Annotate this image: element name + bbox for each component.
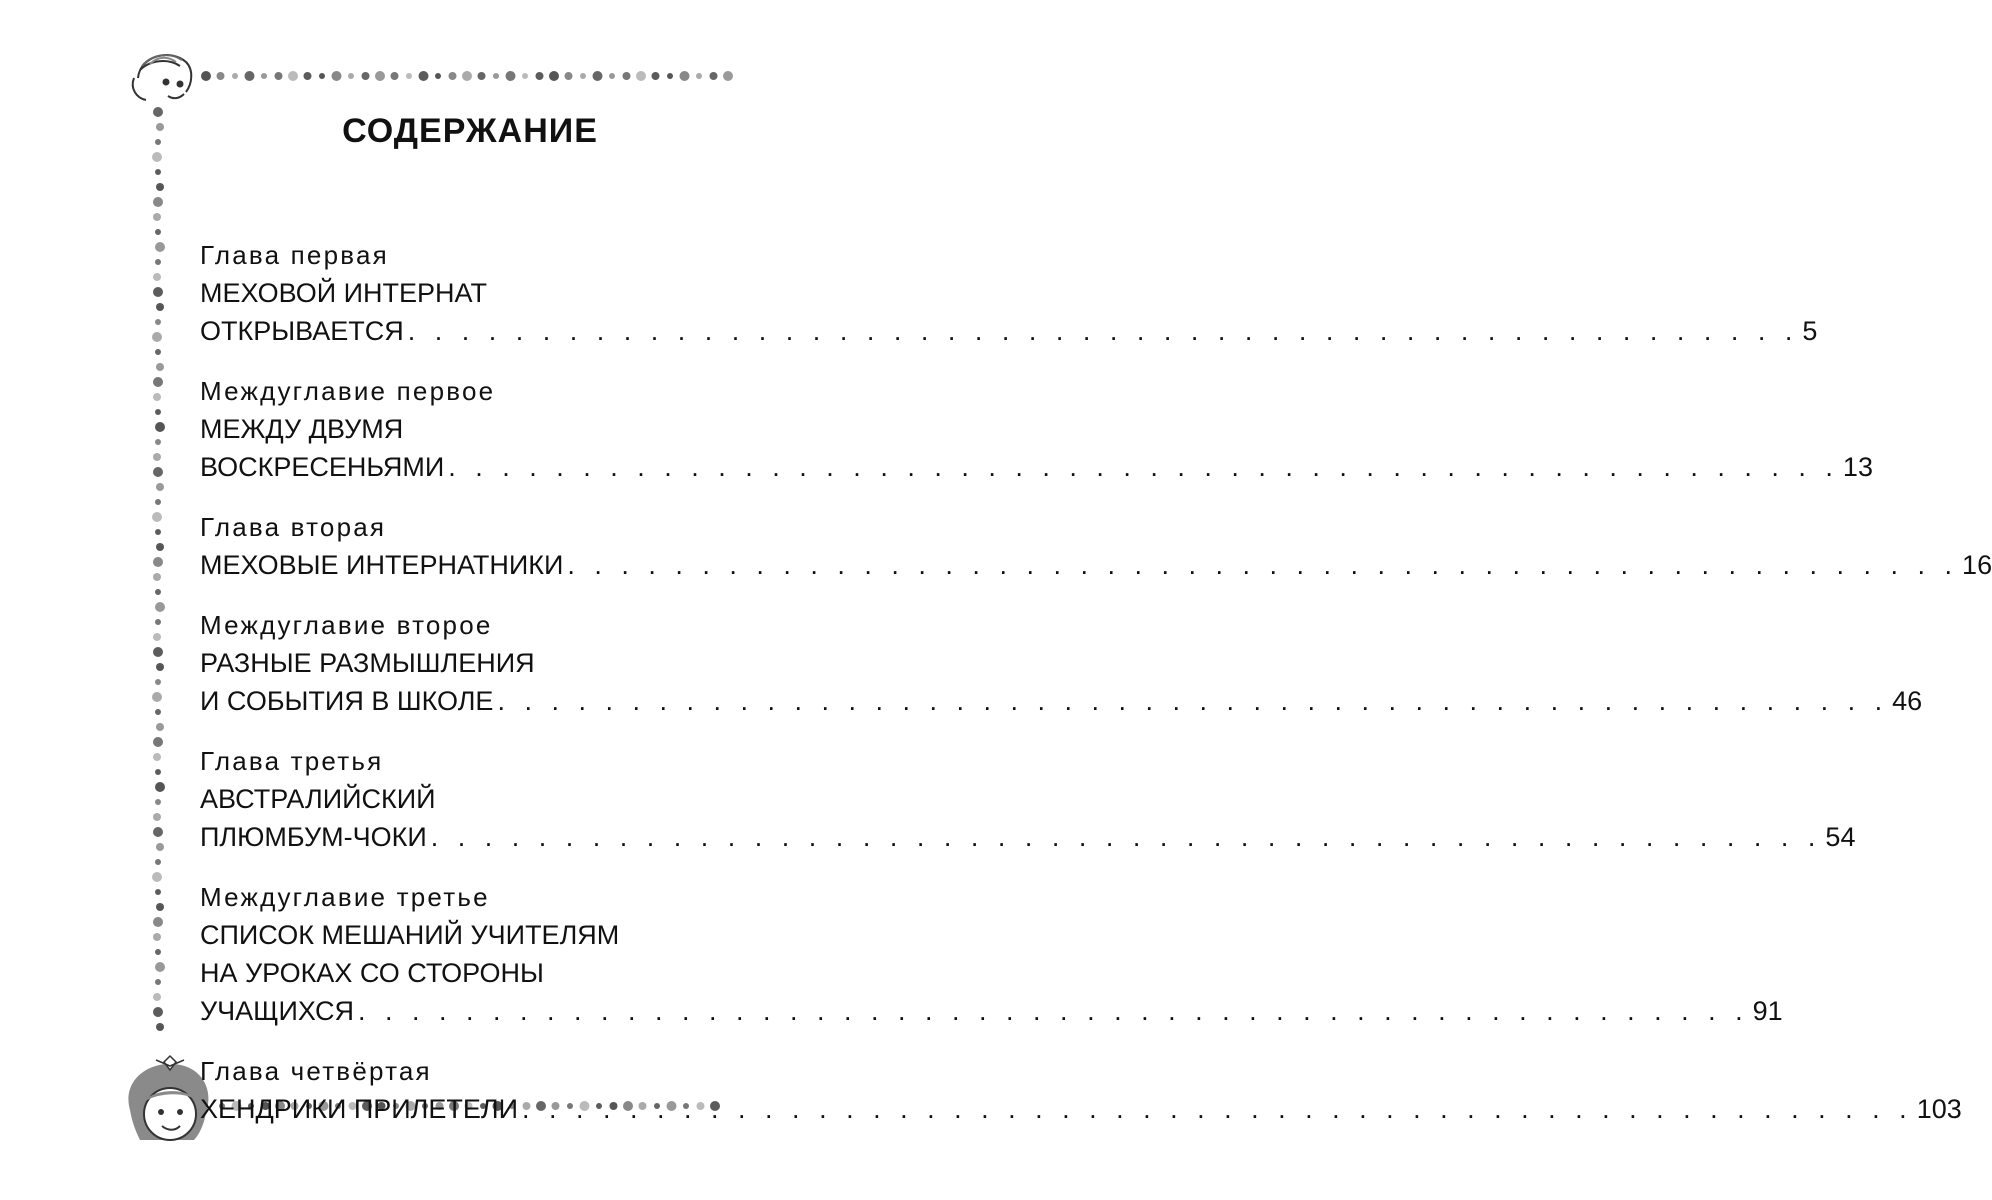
border-dot [156, 663, 164, 671]
border-dot [155, 799, 161, 805]
border-dot [153, 557, 163, 567]
border-dot [435, 73, 441, 79]
border-dot [153, 453, 161, 461]
border-dot [156, 843, 164, 851]
girl-face-bottom-icon [128, 1056, 208, 1140]
chapter-title-line: НА УРОКАХ СО СТОРОНЫ [200, 958, 544, 988]
chapter-kicker: Глава четвёртая [200, 1056, 432, 1086]
border-dot [549, 71, 559, 81]
table-of-contents [200, 236, 1992, 1150]
border-dot [155, 499, 161, 505]
border-dot [478, 72, 486, 80]
border-dot [155, 679, 161, 685]
leader-dots: . . . . . . . . . . . . . . . . . . . . . . . . . . . . . . . . . . . . . . . . . . . . . . . . . . . . [357, 996, 1749, 1026]
border-dot [232, 73, 238, 79]
chapter-kicker: Глава вторая [200, 512, 387, 542]
border-dot [155, 962, 165, 972]
border-dot [156, 183, 164, 191]
border-dot [153, 287, 163, 297]
chapter-title-line: МЕХОВЫЕ ИНТЕРНАТНИКИ [200, 550, 564, 580]
chapter-kicker: Междуглавие третье [200, 882, 490, 912]
border-dot [462, 71, 472, 81]
border-dot [153, 377, 163, 387]
border-dot [152, 692, 162, 702]
border-dot [155, 979, 161, 985]
leader-dots: . . . . . . . . . . . . . . . . . . . . . . . . . . . . . . . . . . . . . . . . . . . . . . . . . . . . [407, 316, 1799, 346]
border-dot [362, 72, 370, 80]
border-dot [696, 73, 702, 79]
toc-entry [200, 236, 1818, 350]
border-dot [153, 933, 161, 941]
border-dot [156, 303, 164, 311]
chapter-title-line: ВОСКРЕСЕНЬЯМИ [200, 452, 445, 482]
chapter-title-with-page [200, 448, 1873, 486]
chapter-kicker: Междуглавие первое [200, 376, 496, 406]
border-dot [375, 71, 385, 81]
chapter-title-line: ХЕНДРИКИ ПРИЛЕТЕЛИ [200, 1094, 519, 1124]
chapter-title-with-page [200, 682, 1923, 720]
border-dot [155, 949, 161, 955]
border-dot [155, 139, 161, 145]
page-number: 91 [1752, 996, 1783, 1026]
chapter-title-line: РАЗНЫЕ РАЗМЫШЛЕНИЯ [200, 648, 535, 678]
border-dot [155, 422, 165, 432]
border-dot [623, 72, 631, 80]
page-title: СОДЕРЖАНИЕ [342, 112, 598, 150]
border-dot [636, 71, 646, 81]
border-dot [332, 71, 342, 81]
border-dot [156, 903, 164, 911]
border-dot [153, 197, 163, 207]
border-dot [652, 72, 660, 80]
girl-face-top-icon [133, 55, 192, 100]
border-dot [261, 73, 267, 79]
border-dot [153, 633, 161, 641]
border-dot [155, 349, 161, 355]
border-dot [580, 73, 586, 79]
border-dot [155, 409, 161, 415]
border-dot [155, 229, 161, 235]
border-dot [723, 71, 733, 81]
toc-entry [200, 1052, 1962, 1128]
border-dot [275, 72, 283, 80]
border-dot [153, 393, 161, 401]
border-dot [155, 319, 161, 325]
border-dot [153, 753, 161, 761]
border-dot [152, 512, 162, 522]
border-dot [153, 573, 161, 581]
border-dot [536, 72, 544, 80]
chapter-title-with-page [200, 992, 1783, 1030]
chapter-title-with-page [200, 818, 1856, 856]
border-dot [155, 242, 165, 252]
border-dot [153, 107, 163, 117]
chapter-title-line: АВСТРАЛИЙСКИЙ [200, 784, 436, 814]
leader-dots: . . . . . . . . . . . . . . . . . . . . . . . . . . . . . . . . . . . . . . . . . . . . . . . . . . . . [448, 452, 1839, 482]
border-dot [155, 769, 161, 775]
border-dot [201, 71, 211, 81]
leader-dots: . . . . . . . . . . . . . . . . . . . . . . . . . . . . . . . . . . . . . . . . . . . . . . . . . . . . [567, 550, 1959, 580]
chapter-title-line: МЕХОВОЙ ИНТЕРНАТ [200, 278, 487, 308]
border-dot [153, 993, 161, 1001]
border-dot [156, 723, 164, 731]
chapter-title-with-page [200, 1090, 1962, 1128]
border-dot [155, 439, 161, 445]
toc-entry [200, 606, 1923, 720]
chapter-title-line: И СОБЫТИЯ В ШКОЛЕ [200, 686, 494, 716]
leader-dots: . . . . . . . . . . . . . . . . . . . . . . . . . . . . . . . . . . . . . . . . . . . . . . . . . . . . [497, 686, 1889, 716]
chapter-title-line: СПИСОК МЕШАНИЙ УЧИТЕЛЯМ [200, 920, 620, 950]
border-dot [153, 917, 163, 927]
border-dot [153, 213, 161, 221]
chapter-title-line: ОТКРЫВАЕТСЯ [200, 316, 404, 346]
border-dot [348, 73, 354, 79]
border-dot [493, 73, 499, 79]
border-dot [153, 273, 161, 281]
border-dot [156, 483, 164, 491]
border-dot [153, 647, 163, 657]
border-dot [609, 73, 615, 79]
toc-entry [200, 878, 1783, 1030]
chapter-kicker: Глава третья [200, 746, 384, 776]
page-number: 54 [1825, 822, 1856, 852]
border-dot [153, 737, 163, 747]
border-dot [522, 73, 528, 79]
border-dot [304, 72, 312, 80]
border-dot [419, 71, 429, 81]
border-dot [156, 543, 164, 551]
page-number: 5 [1802, 316, 1818, 346]
border-dot [565, 72, 573, 80]
border-dot [710, 72, 718, 80]
left-dot-border [152, 107, 165, 1031]
border-dot [152, 872, 162, 882]
border-dot [217, 72, 225, 80]
page-number: 16 [1962, 550, 1992, 580]
border-dot [156, 123, 164, 131]
chapter-title-line: ПЛЮМБУМ-ЧОКИ [200, 822, 427, 852]
border-dot [155, 782, 165, 792]
page-number: 103 [1916, 1094, 1962, 1124]
border-dot [155, 619, 161, 625]
border-dot [155, 602, 165, 612]
toc-entry [200, 372, 1873, 486]
border-dot [156, 1023, 164, 1031]
border-dot [288, 71, 298, 81]
border-dot [155, 169, 161, 175]
border-dot [153, 1007, 163, 1017]
chapter-title-line: УЧАЩИХСЯ [200, 996, 354, 1026]
border-dot [506, 71, 516, 81]
border-dot [449, 72, 457, 80]
border-dot [245, 71, 255, 81]
border-dot [406, 73, 412, 79]
leader-dots: . . . . . . . . . . . . . . . . . . . . . . . . . . . . . . . . . . . . . . . . . . . . . . . . . . . . [430, 822, 1822, 852]
border-dot [593, 71, 603, 81]
border-dot [152, 332, 162, 342]
border-dot [155, 259, 161, 265]
page-number: 13 [1842, 452, 1873, 482]
page-number: 46 [1892, 686, 1923, 716]
leader-dots: . . . . . . . . . . . . . . . . . . . . . . . . . . . . . . . . . . . . . . . . . . . . . . . . . . . . [522, 1094, 1913, 1124]
chapter-kicker: Междуглавие второе [200, 610, 493, 640]
border-dot [680, 71, 690, 81]
border-dot [155, 709, 161, 715]
border-dot [156, 363, 164, 371]
toc-entry [200, 742, 1856, 856]
border-dot [153, 827, 163, 837]
chapter-title-with-page [200, 546, 1992, 584]
border-dot [155, 859, 161, 865]
toc-entry [200, 508, 1992, 584]
chapter-kicker: Глава первая [200, 240, 389, 270]
border-dot [153, 467, 163, 477]
chapter-title-line: МЕЖДУ ДВУМЯ [200, 414, 404, 444]
top-dot-border [201, 71, 733, 81]
border-dot [319, 73, 325, 79]
chapter-title-with-page [200, 312, 1818, 350]
border-dot [155, 529, 161, 535]
border-dot [153, 813, 161, 821]
border-dot [155, 589, 161, 595]
border-dot [667, 73, 673, 79]
border-dot [152, 152, 162, 162]
border-dot [391, 72, 399, 80]
border-dot [155, 889, 161, 895]
